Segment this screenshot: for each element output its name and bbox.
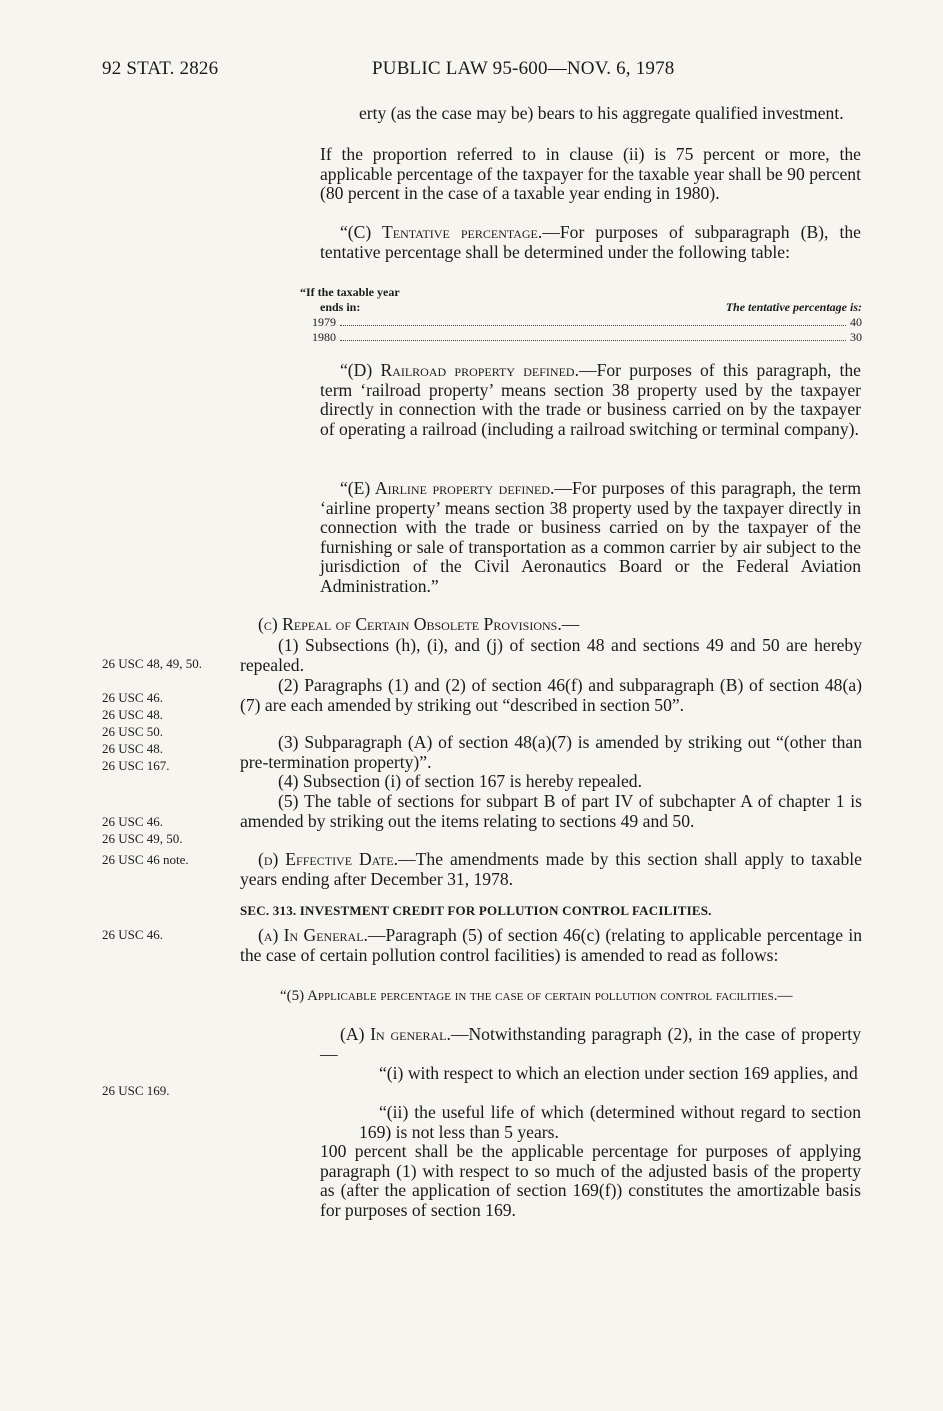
paragraph-c2: (2) Paragraphs (1) and (2) of section 46(f) and subparagraph (B) of section 48(a)(7) are each amended by striking out “described in section 50”. [240,675,862,715]
table-pct: 30 [850,330,862,344]
paragraph-c3: (3) Subparagraph (A) of section 48(a)(7) is amended by striking out “(other than pre-termination property)”. [240,732,862,772]
heading-railroad-property: “(D) Railroad property defined. [340,360,579,380]
subparagraph-A-in-general: (A) In general.—Notwithstanding paragraph (2), in the case of property— [320,1024,861,1064]
paragraph-airline-property: “(E) Airline property defined.—For purposes of this paragraph, the term ‘airline property’ means section 38 property used by the taxpayer directly in connection with the trade or business carried on by the taxpayer of the furnishing or sale of transportation as a common carrier by air subject to the jurisdiction of the Civil Aeronautics Board or the Federal Aviation Administration.” [320,478,861,596]
paragraph-c5: (5) The table of sections for subpart B of part IV of subchapter A of chapter 1 is amended by striking out the items relating to sections 49 and 50. [240,791,862,831]
section-313-heading: SEC. 313. INVESTMENT CREDIT FOR POLLUTION CONTROL FACILITIES. [240,903,712,918]
margin-note: 26 USC 48, 49, 50. [102,656,203,671]
paragraph-c4: (4) Subsection (i) of section 167 is hereby repealed. [278,771,642,791]
margin-note: 26 USC 48. [102,741,164,756]
table-row [312,330,862,345]
table-year: 1979 [312,315,336,329]
heading-effective-date: (d) Effective Date. [258,849,399,869]
paragraph-continuation: erty (as the case may be) bears to his aggregate qualified investment. [359,103,844,123]
heading-airline-property: “(E) Airline property defined. [340,478,555,498]
subsection-c-heading: (c) Repeal of Certain Obsolete Provisions.— [258,614,580,634]
tentative-percentage-table [300,285,862,345]
margin-note: 26 USC 46. [102,927,164,942]
page-stat-number: 92 STAT. 2826 [102,58,219,79]
clause-i: “(i) with respect to which an election under section 169 applies, and [379,1063,858,1083]
margin-note: 26 USC 49, 50. [102,831,183,846]
margin-note: 26 USC 50. [102,724,164,739]
page-running-title: PUBLIC LAW 95-600—NOV. 6, 1978 [372,58,675,79]
subsection-d-effective-date: (d) Effective Date.—The amendments made by this section shall apply to taxable years ending after December 31, 1978. [240,849,862,889]
margin-note: 26 USC 46 note. [102,852,189,867]
table-header-line1: “If the taxable year [300,285,400,299]
paragraph-closing: 100 percent shall be the applicable percentage for purposes of applying paragraph (1) with respect to so much of the adjusted basis of the property as (after the application of section 169(f)) constitutes the amortizable basis for purposes of section 169. [320,1141,861,1220]
paragraph-c1: (1) Subsections (h), (i), and (j) of section 48 and sections 49 and 50 are hereby repealed. [240,635,862,675]
table-header-ends-in: ends in: [320,300,361,314]
heading-in-general: (a) In General. [258,925,368,945]
margin-note: 26 USC 167. [102,758,170,773]
margin-note: 26 USC 48. [102,707,164,722]
clause-ii: “(ii) the useful life of which (determined without regard to section 169) is not less than 5 years. [359,1102,861,1142]
table-pct: 40 [850,315,862,329]
subsection-a-general: (a) In General.—Paragraph (5) of section 46(c) (relating to applicable percentage in the case of certain pollution control facilities) is amended to read as follows: [240,925,862,965]
table-year: 1980 [312,330,336,344]
paragraph-proportion: If the proportion referred to in clause (ii) is 75 percent or more, the applicable percentage of the taxpayer for the taxable year shall be 90 percent (80 percent in the case of a taxable year ending in 1980). [320,144,861,204]
paragraph-5-heading: “(5) Applicable percentage in the case of certain pollution control facilities.— [280,988,793,1004]
table-row [312,315,862,330]
heading-tentative-percentage: “(C) Tentative percentage. [340,222,543,242]
margin-note: 26 USC 169. [102,1083,170,1098]
table-header-percentage: The tentative percentage is: [725,300,862,314]
margin-note: 26 USC 46. [102,814,164,829]
heading-A-in-general: (A) In general. [340,1024,451,1044]
paragraph-railroad-property: “(D) Railroad property defined.—For purposes of this paragraph, the term ‘railroad property’ means section 38 property used by the taxpayer directly in connection with the trade or business carried on by the taxpayer of operating a railroad (including a railroad switching or terminal company). [320,360,861,439]
paragraph-tentative-percentage: “(C) Tentative percentage.—For purposes of subparagraph (B), the tentative percentage shall be determined under the following table: [320,222,861,262]
margin-note: 26 USC 46. [102,690,164,705]
